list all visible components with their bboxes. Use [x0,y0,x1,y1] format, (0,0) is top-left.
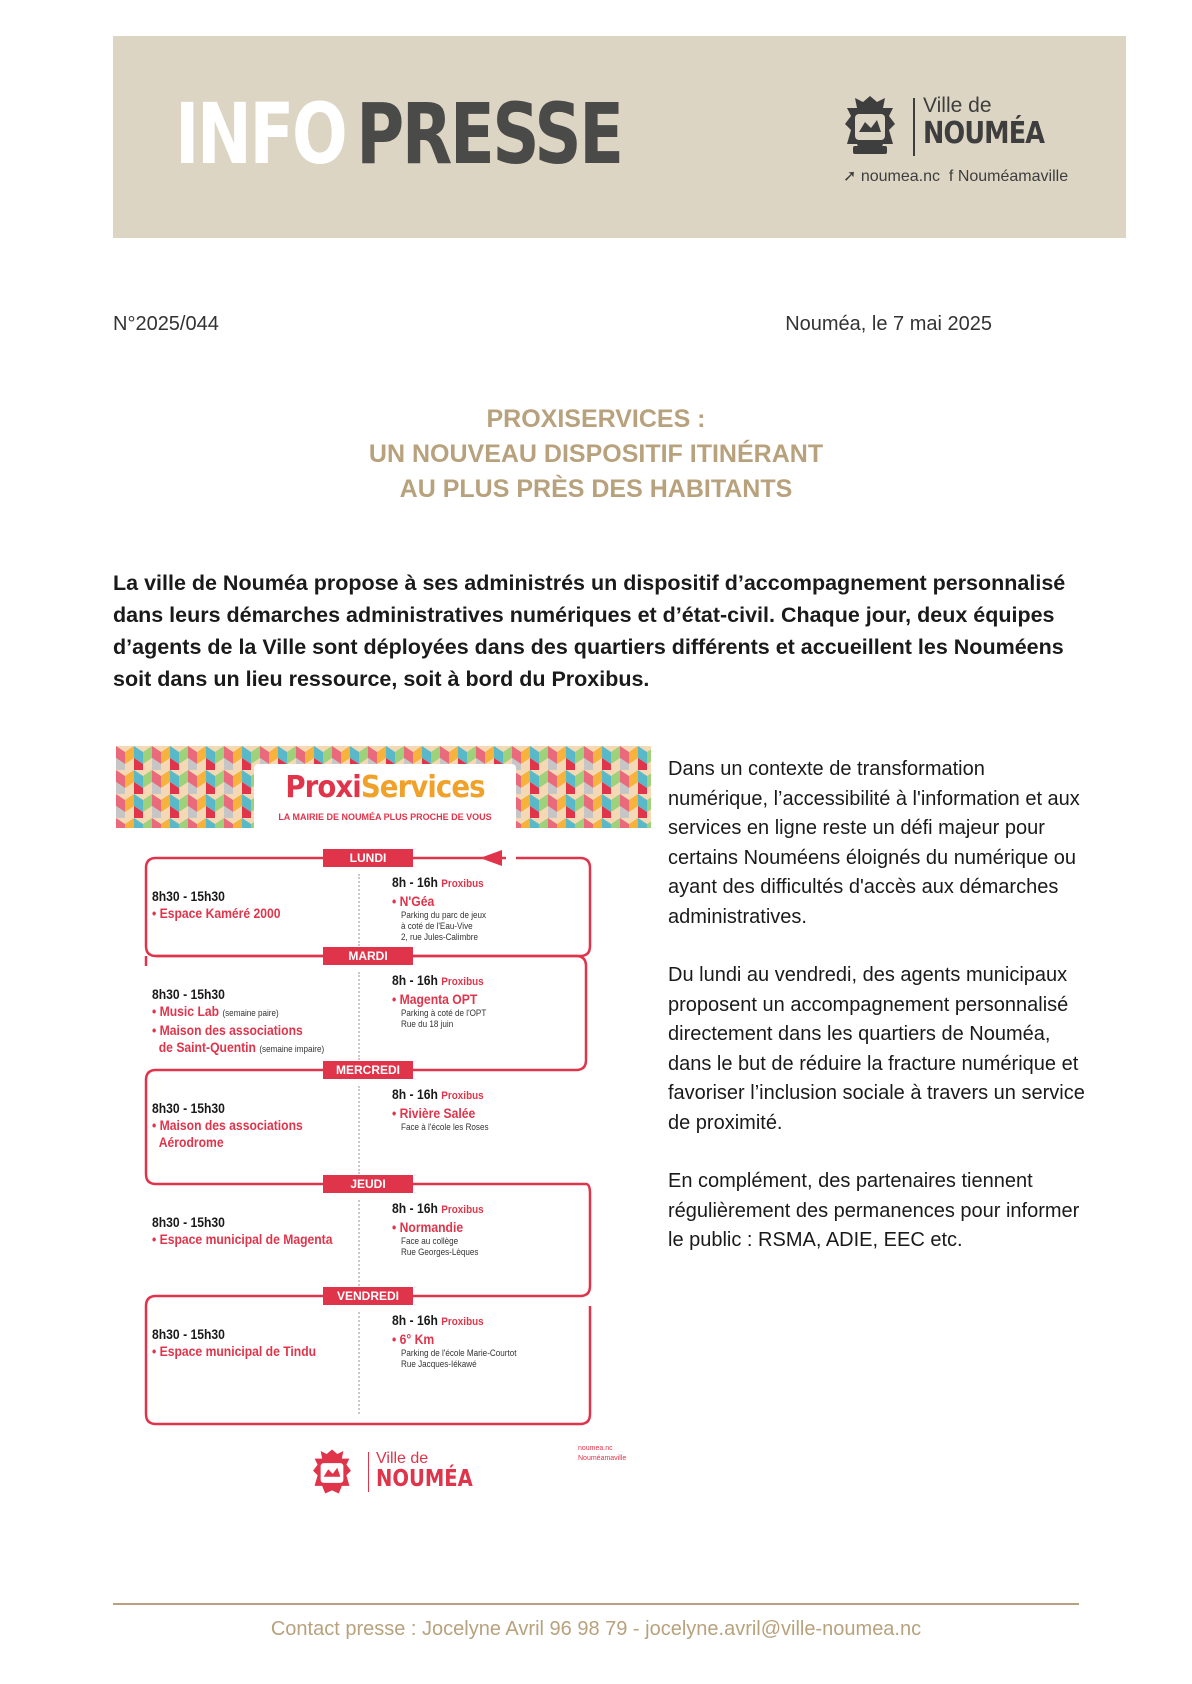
proxibus-place [392,1219,484,1236]
proxibus-place-name: Rivière Salée [399,1106,476,1121]
footer-rule [113,1603,1079,1605]
bullet-icon: • [152,1118,160,1133]
poster-crest-icon [302,1448,362,1498]
proxibus-address-line: Face à l'école les Roses [401,1122,489,1132]
proxibus-time-line [392,1086,489,1105]
social-link[interactable]: Nouméamaville [957,168,1069,185]
brand-presse: PRESSE [356,85,622,183]
proxibus-address-line: Rue Georges-Lèques [401,1247,479,1257]
proxibus-label: Proxibus [441,1090,484,1102]
day-label: LUNDI [323,849,413,867]
title-line-1: PROXISERVICES : [486,405,706,433]
city-crest-icon [839,94,901,160]
proxibus-address-line: Parking de l'école Marie-Courtot [401,1348,517,1358]
proxibus-address-line: 2, rue Jules-Calimbre [401,932,478,942]
resource-slot [152,1214,332,1248]
proxibus-time: 8h - 16h [392,875,438,890]
bullet-icon: • [392,992,400,1007]
proxibus-place-name: Normandie [399,1220,464,1235]
bullet-icon [152,1040,159,1055]
proxibus-label: Proxibus [441,976,484,988]
poster-links [578,1444,626,1464]
resource-slot [152,1326,316,1360]
poster-title-a: Proxi [285,770,361,805]
proxibus-time-line [392,1312,516,1331]
proxibus-time-line [392,874,486,893]
resource-place [152,1134,303,1151]
bullet-icon: • [152,1232,160,1247]
bullet-icon: • [152,1023,160,1038]
column-divider [358,874,360,946]
resource-slot [152,888,281,922]
proxibus-address-line: à coté de l'Eau-Vive [401,921,473,931]
body-paragraph-2: Du lundi au vendredi, des agents municipaux proposent un accompagnement personnalisé directement dans les quartiers de Nouméa, dans le but de réduire la fracture numérique et favoriser l’inclusion sociale à travers un service de proximité. [668,964,1085,1134]
facebook-icon: f [948,168,954,185]
proxibus-label: Proxibus [441,878,484,890]
resource-place-name: Espace municipal de Magenta [159,1232,333,1247]
logo-ville-text: Ville de [923,94,992,117]
resource-slot [152,986,324,1058]
ville-de-noumea-logo [839,94,1069,184]
proxibus-place [392,1331,516,1348]
resource-place-name: Espace municipal de Tindu [159,1344,317,1359]
poster-logo-separator [368,1452,369,1492]
column-divider [358,1200,360,1286]
column-divider [358,972,360,1060]
title-line-2: UN NOUVEAU DISPOSITIF ITINÉRANT [368,440,824,468]
proxibus-place [392,1105,489,1122]
proxibus-address-line: Parking à coté de l'OPT [401,1008,487,1018]
bullet-icon [152,1135,159,1150]
press-contact-footer: Contact presse : Jocelyne Avril 96 98 79 - jocelyne.avril@ville-noumea.nc [270,1618,922,1640]
resource-place-note: (semaine impaire) [259,1044,325,1054]
press-title [113,402,1079,507]
title-line-3: AU PLUS PRÈS DES HABITANTS [399,475,793,503]
press-reference: N°2025/044 [113,313,219,335]
resource-place [152,1231,332,1248]
bullet-icon: • [152,1344,160,1359]
direction-arrow-icon [480,850,502,866]
resource-place-name: de Saint-Quentin [158,1040,256,1055]
resource-time: 8h30 - 15h30 [152,1215,225,1230]
bullet-icon: • [392,894,400,909]
proxiservices-poster [116,746,651,1501]
column-divider [358,1312,360,1414]
proxibus-slot [392,1312,516,1370]
poster-city-logo [302,1448,482,1498]
body-text-column [668,755,1088,1285]
day-label: MERCREDI [323,1061,413,1079]
poster-subtitle: LA MAIRIE DE NOUMÉA PLUS PROCHE DE VOUS [278,812,492,822]
proxibus-slot [392,1200,484,1258]
brand-info: INFO [175,85,346,183]
resource-place [152,1117,303,1134]
body-paragraph-3: En complément, des partenaires tiennent régulièrement des permanences pour informer le public : RSMA, ADIE, EEC etc. [668,1170,1080,1251]
day-label: MARDI [323,947,413,965]
press-date: Nouméa, le 7 mai 2025 [785,313,992,335]
proxibus-slot [392,972,486,1030]
column-divider [358,1086,360,1174]
resource-place [152,1039,324,1058]
resource-place-name: Music Lab [159,1004,220,1019]
proxibus-slot [392,874,486,943]
proxibus-address-line: Parking du parc de jeux [401,910,487,920]
bullet-icon: • [152,906,160,921]
poster-link-social: Nouméamaville [578,1455,627,1462]
resource-place-name: Espace Kaméré 2000 [159,906,281,921]
proxibus-time: 8h - 16h [392,973,438,988]
proxibus-place-name: 6° Km [399,1332,435,1347]
proxibus-time: 8h - 16h [392,1313,438,1328]
site-link[interactable]: noumea.nc [860,168,941,185]
bullet-icon: • [392,1332,400,1347]
logo-separator [913,98,915,156]
resource-place [152,1003,324,1022]
body-paragraph-1: Dans un contexte de transformation numérique, l’accessibilité à l'information et aux services en ligne reste un défi majeur pour certains Nouméens éloignés du numérique ou ayant des difficultés d'accès aux démarches administratives. [668,758,1080,928]
resource-time: 8h30 - 15h30 [152,1327,225,1342]
bullet-icon: • [392,1106,400,1121]
poster-title-b: Services [360,770,485,805]
info-presse-brand [175,85,622,183]
poster-logo-noumea: NOUMÉA [376,1466,473,1492]
header-band [113,36,1126,238]
resource-place [152,1343,316,1360]
resource-time: 8h30 - 15h30 [152,889,225,904]
proxibus-address-line: Rue Jacques-Iékawé [401,1359,477,1369]
proxibus-label: Proxibus [441,1204,484,1216]
resource-place-name: Aérodrome [158,1135,224,1150]
day-label: VENDREDI [323,1287,413,1305]
proxibus-address-line: Face au collège [401,1236,459,1246]
bullet-icon: • [152,1004,160,1019]
resource-place-name: Maison des associations [159,1118,303,1133]
proxibus-time: 8h - 16h [392,1201,438,1216]
resource-place-name: Maison des associations [159,1023,303,1038]
arrow-icon: ➚ [843,168,857,185]
resource-place [152,1022,324,1039]
resource-place [152,905,281,922]
resource-time: 8h30 - 15h30 [152,987,225,1002]
proxibus-place-name: N'Géa [399,894,435,909]
proxibus-place-name: Magenta OPT [399,992,478,1007]
proxibus-place [392,991,486,1008]
resource-slot [152,1100,303,1151]
poster-logo-ville: Ville de [376,1450,429,1467]
proxibus-place [392,893,486,910]
bullet-icon: • [392,1220,400,1235]
proxibus-time: 8h - 16h [392,1087,438,1102]
proxibus-time-line [392,972,486,991]
lead-paragraph: La ville de Nouméa propose à ses administrés un dispositif d’accompagnement personnalisé dans leurs démarches administratives numériques et d’état-civil. Chaque jour, deux équipes d’agents de la Ville sont déployées dans des quartiers différents et accueillent les Nouméens soit dans un lieu ressource, soit à bord du Proxibus. [113,571,1066,691]
proxibus-label: Proxibus [441,1316,484,1328]
poster-link-site: noumea.nc [578,1445,613,1452]
resource-time: 8h30 - 15h30 [152,1101,225,1116]
proxibus-address-line: Rue du 18 juin [401,1019,454,1029]
proxibus-slot [392,1086,489,1133]
resource-place-note: (semaine paire) [222,1008,279,1018]
logo-noumea-text: NOUMÉA [923,116,1045,151]
proxibus-time-line [392,1200,484,1219]
day-label: JEUDI [323,1175,413,1193]
logo-links [843,166,1068,186]
